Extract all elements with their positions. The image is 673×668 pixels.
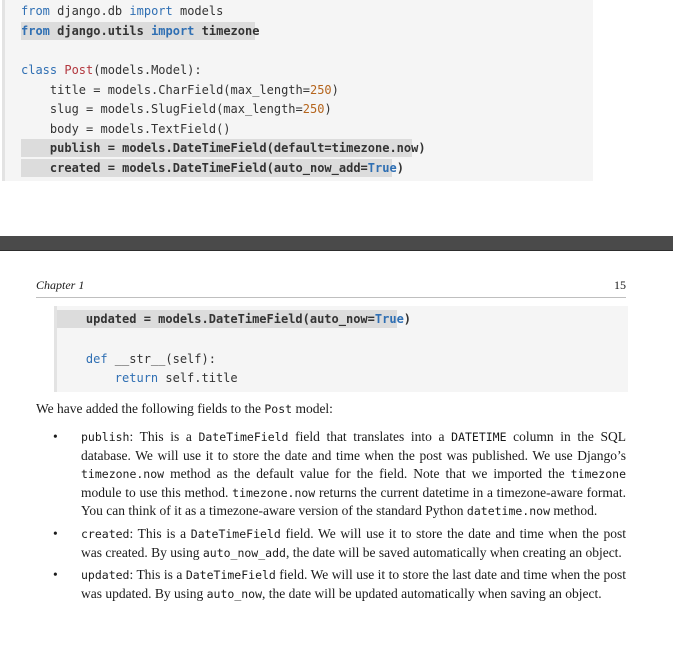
code-line-updated: updated = models.DateTimeField(auto_now=True) [57, 312, 412, 326]
bullet-icon: • [53, 525, 58, 541]
page-number: 15 [614, 278, 626, 292]
code-line-def: def __str__(self): [57, 352, 216, 366]
code-line-title: title = models.CharField(max_length=250) [21, 83, 339, 97]
list-item-updated: • updated: This is a DateTimeField field. We will use it to store the last date and time when the post was updated. By using auto_now, the date will be updated automatically when saving an object. [53, 567, 626, 601]
code-line-return: return self.title [57, 371, 238, 385]
list-item-publish: • publish: This is a DateTimeField field that translates into a DATETIME column in the SQL database. We will use it to store the date and time when the post was published. We use Django’s timezone.now method as the default value for the field. Note that we imported the timezone module to use this method. timezone.now returns the current datetime in a timezone-aware format. You can think of it as a timezone-aware version of the standard Python datetime.now method. [53, 429, 626, 519]
intro-paragraph: We have added the following fields to the Post model: [36, 401, 333, 416]
chapter-label: Chapter 1 [36, 278, 85, 292]
code-line-import-models: from django.db import models [21, 4, 224, 18]
page-header [36, 277, 626, 298]
code-block-updated [54, 306, 628, 392]
code-line-publish: publish = models.DateTimeField(default=timezone.now) [21, 141, 426, 155]
page-divider [0, 236, 673, 251]
code-line-class: class Post(models.Model): [21, 63, 202, 77]
list-item-created: • created: This is a DateTimeField field. We will use it to store the date and time when the post was created. By using auto_now_add, the date will be saved automatically when creating an object. [53, 525, 626, 560]
field-list [36, 428, 626, 607]
code-line-created: created = models.DateTimeField(auto_now_add=True) [21, 161, 404, 175]
code-line-body: body = models.TextField() [21, 122, 231, 136]
bullet-icon: • [53, 567, 58, 583]
code-block-model [2, 0, 593, 181]
bullet-icon: • [53, 429, 58, 444]
code-line-slug: slug = models.SlugField(max_length=250) [21, 102, 332, 116]
code-line-import-timezone: from django.utils import timezone [21, 24, 260, 38]
